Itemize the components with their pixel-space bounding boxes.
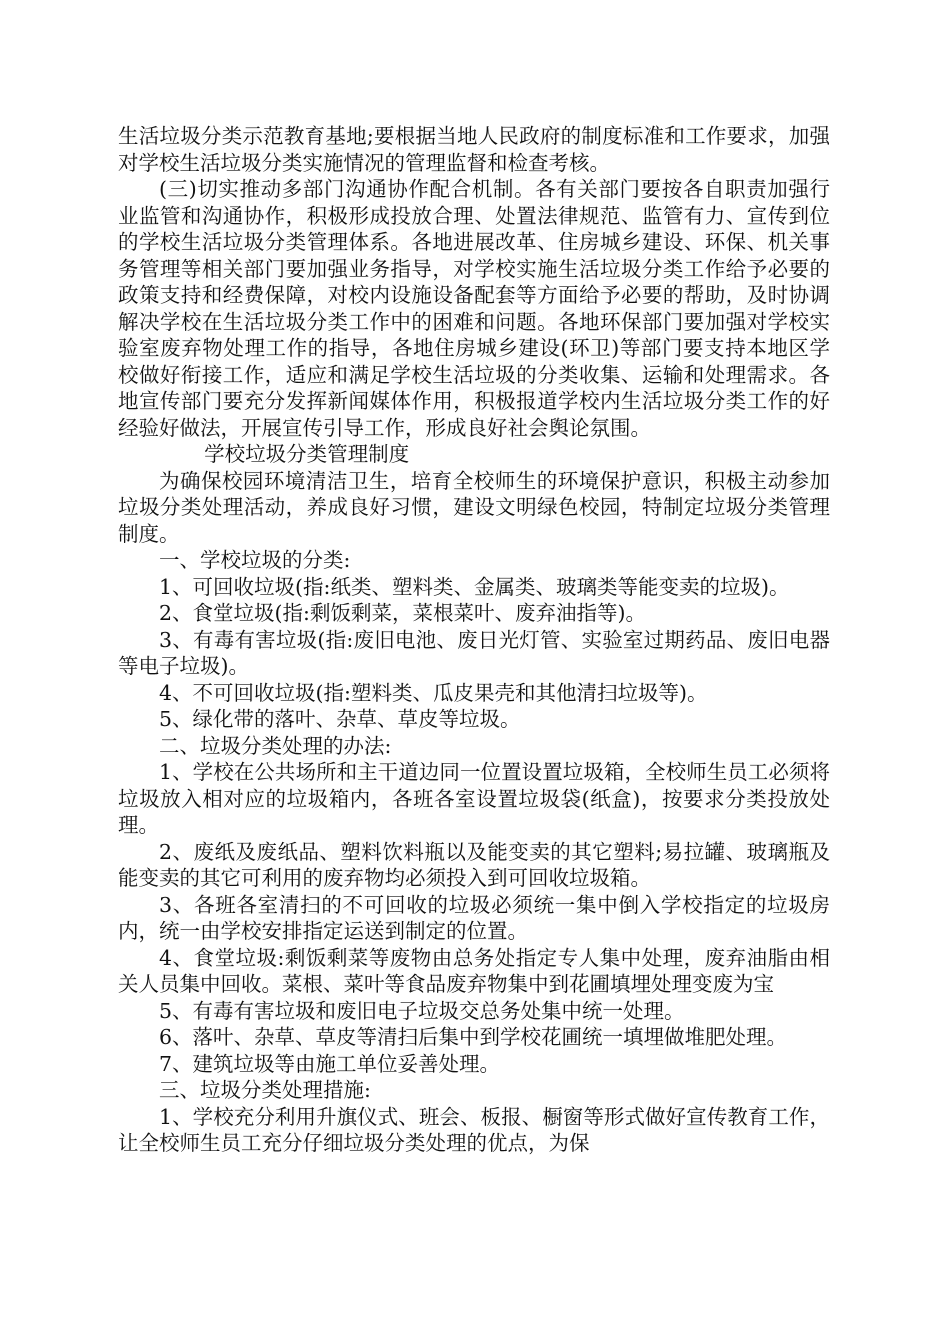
list-item: 6、落叶、杂草、草皮等清扫后集中到学校花圃统一填埋做堆肥处理。	[159, 1025, 788, 1049]
list-item: 7、建筑垃圾等由施工单位妥善处理。	[159, 1051, 501, 1076]
list-item: 2、废纸及废纸品、塑料饮料瓶以及能变卖的其它塑料;易拉罐、玻璃瓶及能变卖的其它可利用的废弃物均必须投入到可回收垃圾箱。	[118, 839, 830, 890]
section-title: 学校垃圾分类管理制度	[204, 442, 410, 466]
list-item: 2、食堂垃圾(指:剩饭剩菜，菜根菜叶、废弃油指等)。	[159, 601, 646, 625]
heading-1: 一、学校垃圾的分类:	[159, 548, 351, 572]
list-item: 1、可回收垃圾(指:纸类、塑料类、金属类、玻璃类等能变卖的垃圾)。	[159, 574, 790, 599]
list-item: 5、绿化带的落叶、杂草、草皮等垃圾。	[159, 707, 521, 731]
list-item: 1、学校在公共场所和主干道边同一位置设置垃圾箱，全校师生员工必须将垃圾放入相对应的垃圾箱内，各班各室设置垃圾袋(纸盒)，按要求分类投放处理。	[118, 760, 830, 837]
heading-3: 三、垃圾分类处理措施:	[159, 1078, 371, 1102]
list-item: 4、不可回收垃圾(指:塑料类、瓜皮果壳和其他清扫垃圾等)。	[159, 680, 708, 705]
paragraph-intro: 为确保校园环境清洁卫生，培育全校师生的环境保护意识，积极主动参加垃圾分类处理活动，养成良好习惯，建设文明绿色校园，特制定垃圾分类管理制度。	[118, 468, 830, 546]
list-item: 4、食堂垃圾:剩饭剩菜等废物由总务处指定专人集中处理，废弃油脂由相关人员集中回收。菜根、菜叶等食品废弃物集中到花圃填埋处理变废为宝	[118, 945, 830, 996]
paragraph-1: 生活垃圾分类示范教育基地;要根据当地人民政府的制度标准和工作要求，加强对学校生活垃圾分类实施情况的管理监督和检查考核。	[118, 124, 830, 175]
list-item: 5、有毒有害垃圾和废旧电子垃圾交总务处集中统一处理。	[159, 998, 685, 1023]
heading-2: 二、垃圾分类处理的办法:	[159, 733, 392, 758]
list-item: 3、有毒有害垃圾(指:废旧电池、废日光灯管、实验室过期药品、废旧电器等电子垃圾)。	[118, 627, 830, 678]
document-body	[118, 123, 830, 1157]
list-item: 1、学校充分利用升旗仪式、班会、板报、橱窗等形式做好宣传教育工作，让全校师生员工充分仔细垃圾分类处理的优点，为保	[118, 1104, 830, 1155]
list-item: 3、各班各室清扫的不可回收的垃圾必须统一集中倒入学校指定的垃圾房内，统一由学校安排指定运送到制定的位置。	[118, 892, 830, 943]
paragraph-2: (三)切实推动多部门沟通协作配合机制。各有关部门要按各自职责加强行业监管和沟通协作，积极形成投放合理、处置法律规范、监管有力、宣传到位的学校生活垃圾分类管理体系。各地进展改革、住房城乡建设、环保、机关事务管理等相关部门要加强业务指导，对学校实施生活垃圾分类工作给予必要的政策支持和经费保障，对校内设施设备配套等方面给予必要的帮助，及时协调解决学校在生活垃圾分类工作中的困难和问题。各地环保部门要加强对学校实验室废弃物处理工作的指导，各地住房城乡建设(环卫)等部门要支持本地区学校做好衔接工作，适应和满足学校生活垃圾的分类收集、运输和处理需求。各地宣传部门要充分发挥新闻媒体作用，积极报道学校内生活垃圾分类工作的好经验好做法，开展宣传引导工作，形成良好社会舆论氛围。	[118, 177, 830, 440]
